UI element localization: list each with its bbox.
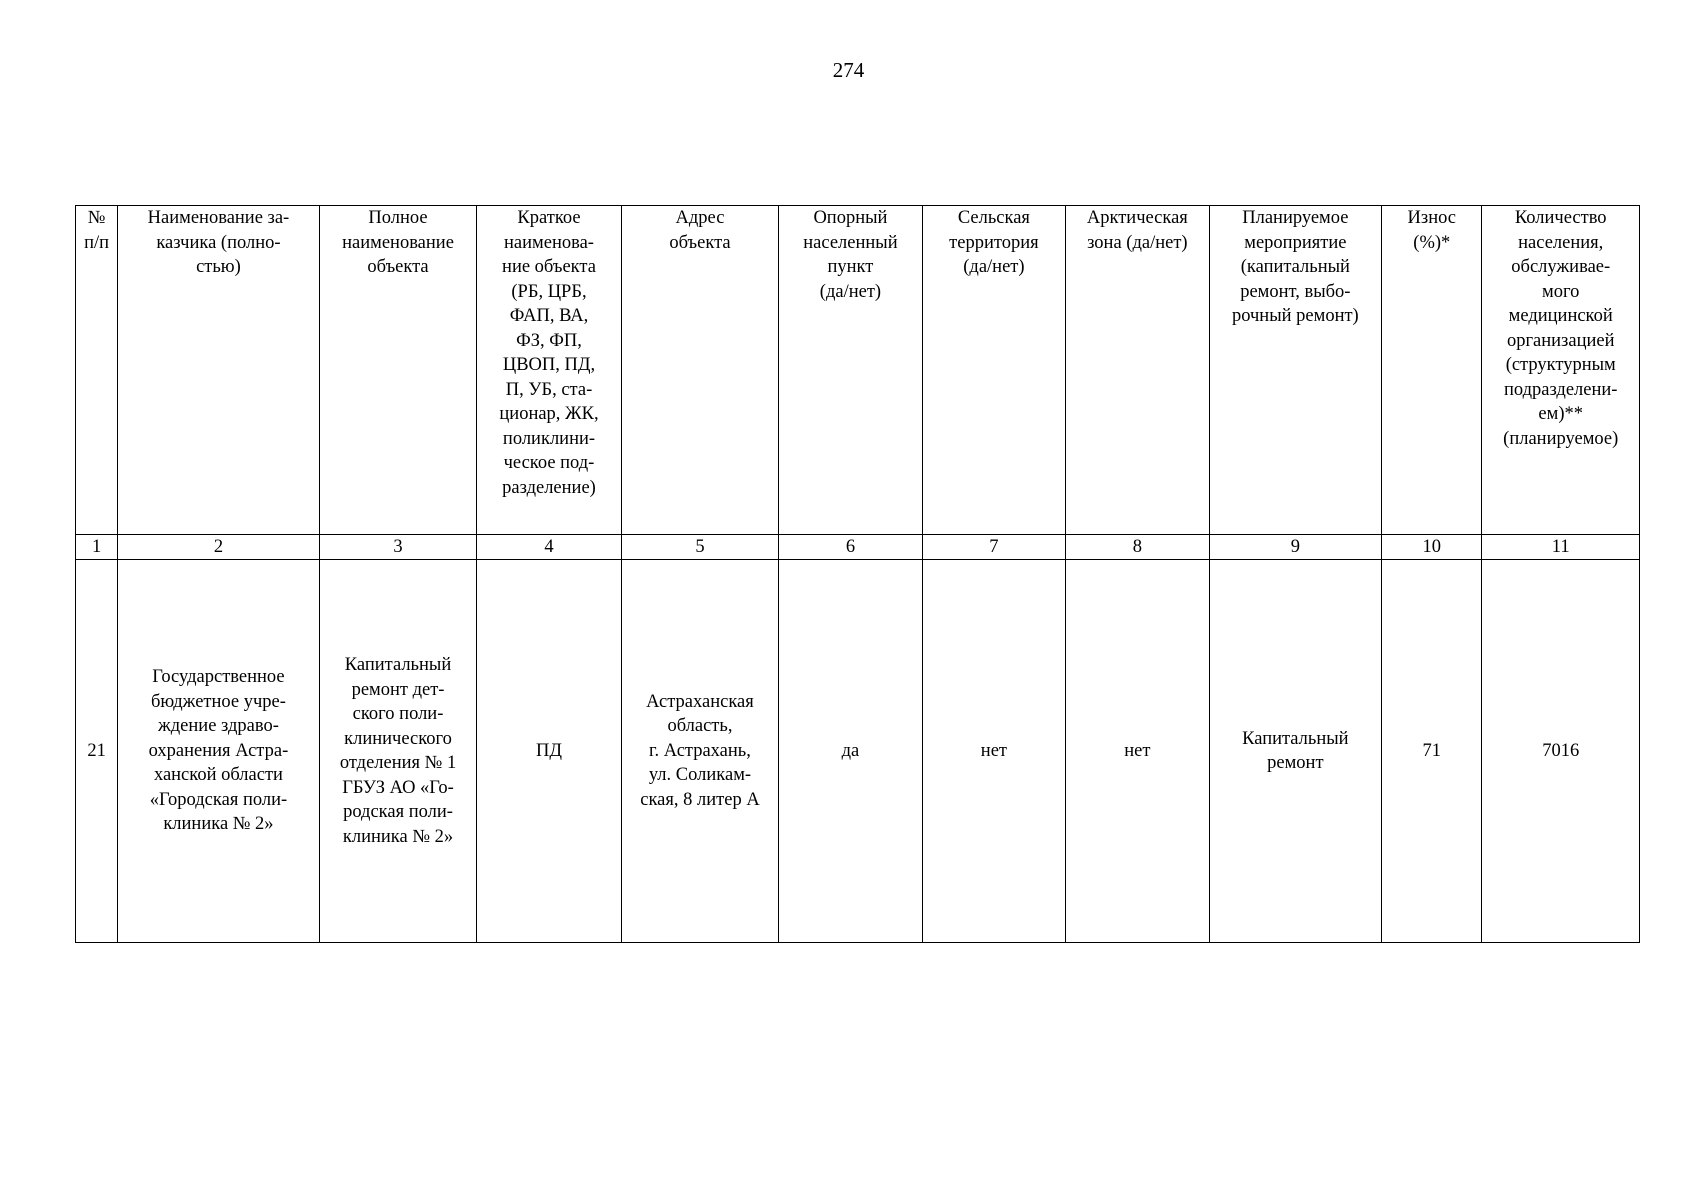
header-cell-wear: Износ (%)* bbox=[1382, 206, 1482, 535]
header-cell-planned-measure: Планируемое мероприятие (капитальный ремонт, выбо- рочный ремонт) bbox=[1209, 206, 1382, 535]
wear-cell: 71 bbox=[1382, 560, 1482, 943]
column-number: 1 bbox=[76, 535, 118, 560]
header-cell-full-name: Полное наименование объекта bbox=[319, 206, 477, 535]
arctic-zone-cell: нет bbox=[1066, 560, 1209, 943]
column-number: 6 bbox=[779, 535, 922, 560]
column-number: 11 bbox=[1482, 535, 1640, 560]
header-cell-rural-territory: Сельская территория (да/нет) bbox=[922, 206, 1065, 535]
header-cell-number: № п/п bbox=[76, 206, 118, 535]
header-cell-short-name: Краткое наименова- ние объекта (РБ, ЦРБ, ФАП, ВА, ФЗ, ФП, ЦВОП, ПД, П, УБ, ста- ционар, ЖК, поликлини- ческое под- разделение) bbox=[477, 206, 621, 535]
column-number: 10 bbox=[1382, 535, 1482, 560]
header-cell-arctic-zone: Арктическая зона (да/нет) bbox=[1066, 206, 1209, 535]
column-number: 7 bbox=[922, 535, 1065, 560]
support-settlement-cell: да bbox=[779, 560, 922, 943]
column-number: 3 bbox=[319, 535, 477, 560]
full-name-cell: Капитальный ремонт дет- ского поли- клинического отделения № 1 ГБУЗ АО «Го- родская поли- клиника № 2» bbox=[319, 560, 477, 943]
column-number-row bbox=[76, 535, 1640, 560]
header-cell-address: Адрес объекта bbox=[621, 206, 779, 535]
header-cell-support-settlement: Опорный населенный пункт (да/нет) bbox=[779, 206, 922, 535]
short-name-cell: ПД bbox=[477, 560, 621, 943]
column-number: 8 bbox=[1066, 535, 1209, 560]
rural-territory-cell: нет bbox=[922, 560, 1065, 943]
capital-repair-table bbox=[75, 205, 1640, 943]
header-cell-customer: Наименование за- казчика (полно- стью) bbox=[118, 206, 320, 535]
column-number: 5 bbox=[621, 535, 779, 560]
page-number: 274 bbox=[832, 58, 865, 82]
customer-cell: Государственное бюджетное учре- ждение здраво- охранения Астра- ханской области «Городская поли- клиника № 2» bbox=[118, 560, 320, 943]
header-cell-population: Количество населения, обслуживае- мого медицинской организацией (структурным подразделени- ем)** (планируемое) bbox=[1482, 206, 1640, 535]
address-cell: Астраханская область, г. Астрахань, ул. Соликам- ская, 8 литер А bbox=[621, 560, 779, 943]
row-number-cell: 21 bbox=[76, 560, 118, 943]
column-number: 2 bbox=[118, 535, 320, 560]
column-number: 4 bbox=[477, 535, 621, 560]
planned-measure-cell: Капитальный ремонт bbox=[1209, 560, 1382, 943]
table-row bbox=[76, 560, 1640, 943]
table-header-row bbox=[76, 206, 1640, 535]
column-number: 9 bbox=[1209, 535, 1382, 560]
population-cell: 7016 bbox=[1482, 560, 1640, 943]
